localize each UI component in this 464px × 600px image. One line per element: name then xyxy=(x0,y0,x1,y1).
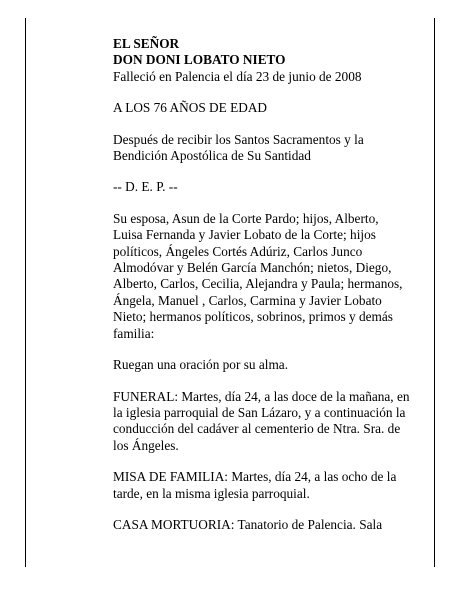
dep-line: -- D. E. P. -- xyxy=(113,179,178,195)
death-date-line: Falleció en Palencia el día 23 de junio de 2008 xyxy=(113,68,362,84)
family-line-6: Ángela, Manuel , Carlos, Carmina y Javier Lobato xyxy=(113,292,382,308)
dep-paragraph xyxy=(113,179,418,195)
sacraments-paragraph xyxy=(113,132,418,165)
funeral-line-3: conducción del cadáver al cementerio de Ntra. Sra. de xyxy=(113,421,401,437)
family-mass-line-2: tarde, en la misma iglesia parroquial. xyxy=(113,485,310,501)
right-border-rule xyxy=(434,18,435,567)
age-paragraph xyxy=(113,100,418,116)
family-line-8: familia: xyxy=(113,325,155,341)
family-line-5: Alberto, Carlos, Cecilia, Alejandra y Paula; hermanos, xyxy=(113,276,403,292)
obituary-notice xyxy=(113,36,418,548)
mortuary-paragraph xyxy=(113,517,418,533)
family-mass-paragraph xyxy=(113,469,418,502)
funeral-line-4: los Ángeles. xyxy=(113,437,179,453)
prayer-paragraph xyxy=(113,357,418,373)
sacraments-line-2: Bendición Apostólica de Su Santidad xyxy=(113,148,311,164)
family-line-3: políticos, Ángeles Cortés Adúriz, Carlos Junco xyxy=(113,243,363,259)
family-line-4: Almodóvar y Belén García Manchón; nietos, Diego, xyxy=(113,260,392,276)
family-line-1: Su esposa, Asun de la Corte Pardo; hijos, Alberto, xyxy=(113,210,379,226)
sacraments-line-1: Después de recibir los Santos Sacramentos y la xyxy=(113,131,364,147)
funeral-line-1: FUNERAL: Martes, día 24, a las doce de la mañana, en xyxy=(113,388,410,404)
family-mass-line-1: MISA DE FAMILIA: Martes, día 24, a las ocho de la xyxy=(113,469,397,485)
family-line-7: Nieto; hermanos políticos, sobrinos, primos y demás xyxy=(113,309,393,325)
funeral-paragraph xyxy=(113,389,418,455)
left-border-rule xyxy=(25,18,26,567)
deceased-name: DON DONI LOBATO NIETO xyxy=(113,52,286,68)
title-line-1: EL SEÑOR xyxy=(113,36,180,51)
family-paragraph xyxy=(113,211,418,342)
age-line: A LOS 76 AÑOS DE EDAD xyxy=(113,100,268,116)
prayer-line: Ruegan una oración por su alma. xyxy=(113,357,289,373)
family-line-2: Luisa Fernanda y Javier Lobato de la Corte; hijos xyxy=(113,227,376,243)
obituary-header xyxy=(113,36,418,85)
mortuary-line-1: CASA MORTUORIA: Tanatorio de Palencia. Sala xyxy=(113,516,383,532)
funeral-line-2: la iglesia parroquial de San Lázaro, y a continuación la xyxy=(113,404,406,420)
